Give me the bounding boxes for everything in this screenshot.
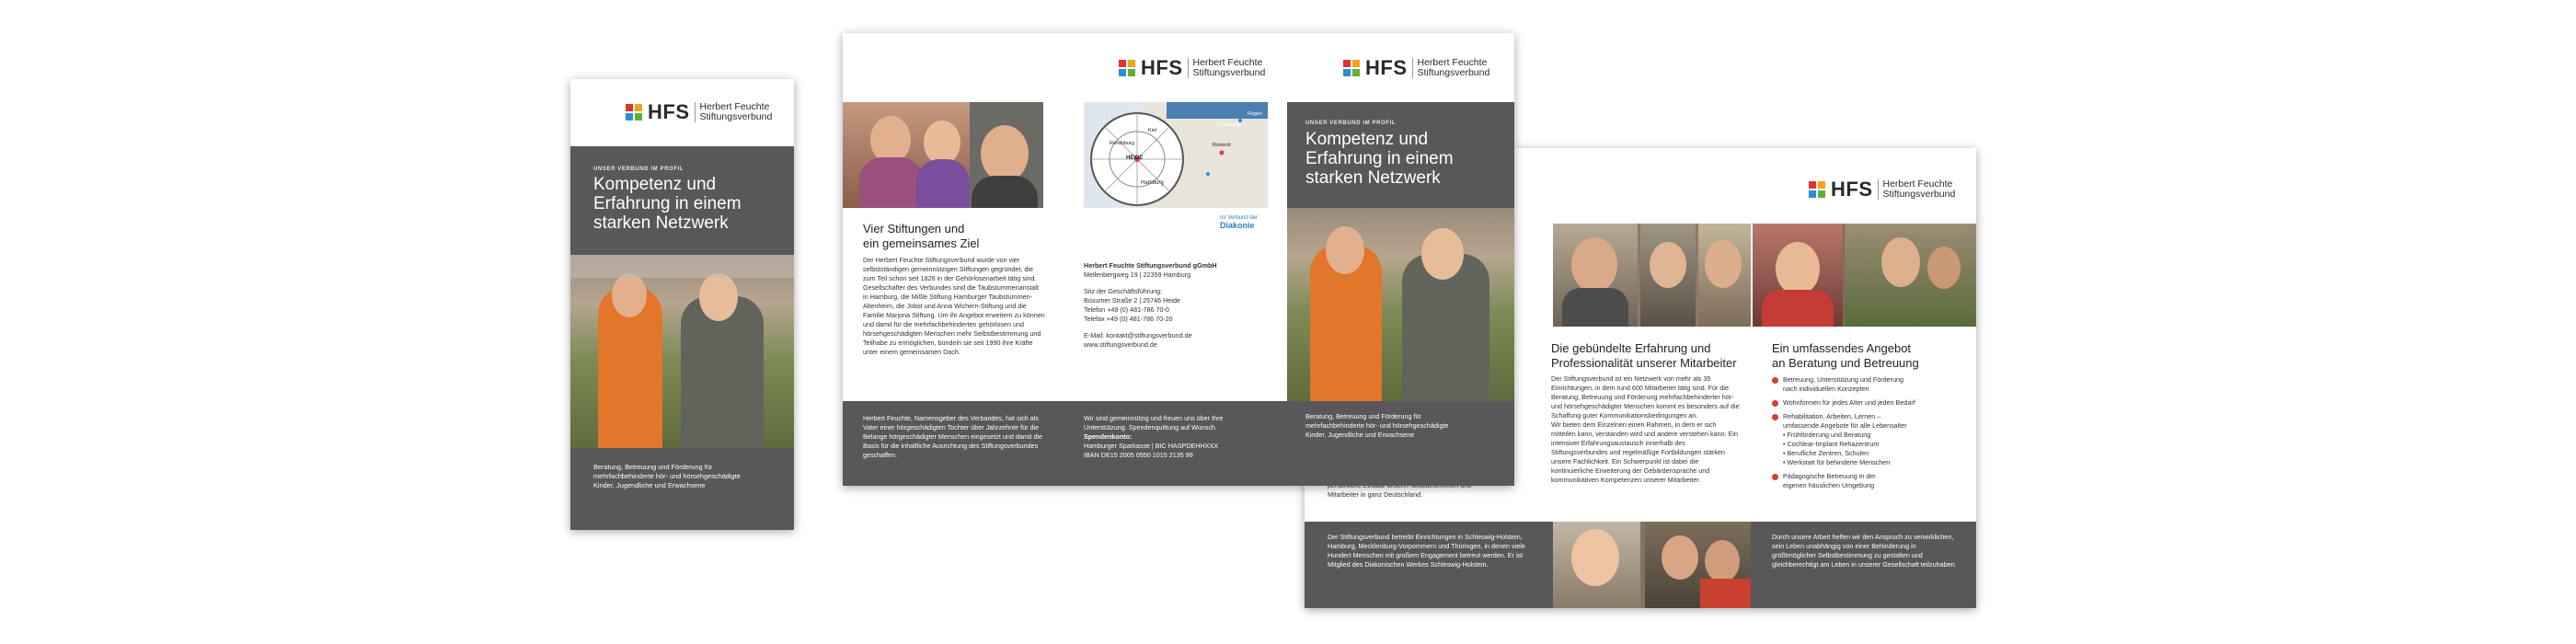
col1-footer-text: Der Stiftungsverbund betreibt Einrichtungen in Schleswig-Holstein, Hamburg, Mecklenburg-Vorpommern und Thüringen, in denen viele Hundert Menschen mit großem Engagement betreut werden. Er ist Mitglied des Diakonischen Werkes Schleswig-Holstein. — [1328, 533, 1525, 569]
photo-strip-col2 — [1553, 224, 1751, 327]
front-kicker: UNSER VERBUND IM PROFIL — [1305, 121, 1397, 126]
footer-mid-text — [1084, 414, 1268, 460]
hfs-logo-mark-icon — [1809, 181, 1826, 199]
logo-subtitle: Herbert Feuchte Stiftungsverbund — [1188, 58, 1266, 78]
logo-subtitle: Herbert Feuchte Stiftungsverbund — [695, 102, 773, 122]
cover-caption: Beratung, Betreuung und Förderung für mehrfachbehinderte hör- und hörsehgeschädigte Kinder, Jugendliche und Erwachsene — [593, 463, 741, 490]
donation-title: Spendenkonto: — [1084, 432, 1133, 441]
web-link[interactable]: www.stiftungsverbund.de — [1084, 340, 1157, 349]
donation-note: Wir sind gemeinnützig und freuen uns über Ihre Unterstützung. Spendenquittung auf Wunsch. — [1084, 414, 1224, 431]
front-cover-photo — [1287, 208, 1514, 401]
map-label: Hamburg — [1141, 180, 1164, 186]
outside-section-title: Vier Stiftungen und ein gemeinsames Ziel — [863, 222, 980, 250]
cover-photo-children — [570, 255, 794, 448]
logo-text: HFS — [648, 100, 690, 123]
diakonie-badge — [1220, 215, 1258, 230]
footer-left-text: Herbert Feuchte, Namensgeber des Verbandes, hat sich als Vater einer hörgeschädigten Tochter über Jahrzehnte für die Belange hörgeschädigter Menschen eingesetzt und damit die Basis für die inhaltliche Ausrichtung des Stiftungsverbundes geschaffen. — [863, 414, 1042, 459]
fax: Telefax +49 (0) 481-786 70-20 — [1084, 315, 1173, 323]
map-label: HEIDE — [1126, 155, 1144, 161]
map-label: Kiel — [1148, 128, 1157, 133]
logo-text: HFS — [1141, 56, 1183, 79]
hfs-logo-mark-icon — [1343, 60, 1361, 77]
col1-text-fragment: Mitarbeiter in ganz Deutschland. — [1328, 490, 1423, 499]
col3-footer-text: Durch unsere Arbeit helfen wir den Anspruch zu verwirklichen, sein Leben unabhängig von einer Behinderung in größtmöglicher Selbstbestimmung zu gestalten und gleichberechtigt am Leben in unserer Gesellschaft teilzuhaben. — [1772, 533, 1957, 569]
map-label: Schleswig — [1217, 122, 1240, 128]
hfs-logo-inside — [1809, 178, 1955, 201]
bank-iban: IBAN DE15 2005 0550 1015 2135 99 — [1084, 451, 1193, 459]
diakonie-line1: Im Verbund der — [1220, 215, 1259, 221]
email-link[interactable]: E-Mail: kontakt@stiftungsverbund.de — [1084, 331, 1192, 339]
list-item: Betreuung, Unterstützung und Förderung nach individuellen Konzepten — [1772, 375, 1961, 394]
front-headline: Kompetenz und Erfahrung in einem starken Netzwerk — [1305, 130, 1454, 188]
cover-title-block — [570, 146, 794, 255]
logo-text: HFS — [1831, 178, 1873, 201]
logo-subtitle: Herbert Feuchte Stiftungsverbund — [1878, 179, 1956, 200]
hfs-logo-back — [1119, 56, 1265, 80]
seat-address: Büsumer Straße 2 | 25746 Heide — [1084, 296, 1180, 305]
front-title-block — [1287, 102, 1514, 208]
contact-address: Mellenbergweg 19 | 22359 Hamburg — [1084, 270, 1191, 279]
contact-org: Herbert Feuchte Stiftungsverbund gGmbH — [1084, 261, 1217, 270]
diakonie-line2: Diakonie — [1220, 221, 1255, 230]
map-label: Rendsburg — [1110, 141, 1134, 146]
hfs-logo — [626, 100, 772, 124]
list-item: Wohnformen für jedes Alter und jeden Bedarf — [1772, 398, 1961, 408]
children-photo — [843, 102, 1043, 208]
phone: Telefon +49 (0) 481-786 70-0 — [1084, 305, 1169, 314]
map-label: Rügen — [1248, 111, 1263, 117]
outside-body-text: Der Herbert Feuchte Stiftungsverbund wurde von vier selbstständigen gemeinnützigen Stiftungen gegründet, die zum Teil schon seit 1826 in der Gehörlosenarbeit tätig sind. Gesellschafter des Verbundes sind die Taubstummenanstalt in Hamburg, die Mißle Stiftung Hamburger Taubstummen-Altenheim, die Jobst und Anna Wichern-Stiftung und die Familie Marjona Stiftung. Um ihr Angebot erweitern zu können und damit für die mehrfachbehinderten gehörlosen und hörsehgeschädigten Menschen mehr Selbstbestimmung und Teilhabe zu ermöglichen, bündeln sie seit 1990 ihre Kräfte unter einem gemeinsamen Dach. — [863, 256, 1045, 356]
front-caption: Beratung, Betreuung und Förderung für mehrfachbehinderte hör- und hörsehgeschädigte Kinder, Jugendliche und Erwachsene — [1305, 412, 1449, 439]
brochure-outside-spread — [843, 33, 1514, 486]
map-route-lines — [1084, 102, 1268, 208]
seat-title: Sitz der Geschäftsführung: — [1084, 287, 1163, 295]
logo-text: HFS — [1365, 56, 1408, 79]
map-label: Rostock — [1213, 143, 1231, 148]
col3-list — [1772, 375, 1961, 495]
cover-caption-block — [570, 448, 794, 530]
hfs-logo-mark-icon — [626, 104, 643, 121]
list-item: Pädagogische Betreuung in der eigenen häuslichen Umgebung — [1772, 472, 1961, 490]
outside-footer-band — [843, 401, 1514, 486]
cover-kicker: UNSER VERBUND IM PROFIL — [593, 167, 684, 172]
col2-title: Die gebündelte Erfahrung und Professionalität unserer Mitarbeiter — [1551, 341, 1737, 370]
col3-title: Ein umfassendes Angebot an Beratung und Betreuung — [1772, 341, 1919, 370]
inside-footer-band — [1305, 522, 1976, 608]
list-item: Rehabilitation, Arbeiten, Lernen – umfassende Angebote für alle Lebensalter • Frühförderung und Beratung • Cochlear-Implant Rehazentrum • Berufliche Zentren, Schulen • Werkstatt für behinderte Menschen — [1772, 412, 1961, 467]
footer-photo — [1553, 522, 1751, 608]
region-map — [1084, 102, 1268, 208]
cover-headline: Kompetenz und Erfahrung in einem starken Netzwerk — [593, 175, 742, 233]
col2-body: Der Stiftungsverbund ist ein Netzwerk von mehr als 35 Einrichtungen, in dem rund 600 Mitarbeiter tätig sind. Für die Beratung, Betreuung und Förderung mehrfachbehinderter hör- und hörsehgeschädigter Menschen kommt es besonders auf die Schaffung guter Kommunikationsbedingungen an. Wir bieten dem Einzelnen einen Rahmen, in dem er sich mitteilen kann, verstanden wird und andere verstehen kann. Ein intensiver Erfahrungsaustausch innerhalb des Stiftungsverbundes und regelmäßige Fortbildungen stärken unsere Fachlichkeit. Ein Schwerpunkt ist dabei die kontinuierliche Erweiterung der Gebärdensprache und kommunikativen Kompetenzen unserer Mitarbeiter. — [1551, 374, 1740, 484]
brochure-cover-small — [570, 79, 794, 530]
hfs-logo-mark-icon — [1119, 60, 1136, 77]
hfs-logo-front — [1343, 56, 1489, 80]
contact-block — [1084, 261, 1268, 350]
bank-bic: Hamburger Sparkasse | BIC HASPDEHHXXX — [1084, 442, 1219, 450]
logo-subtitle: Herbert Feuchte Stiftungsverbund — [1412, 58, 1490, 78]
photo-strip-col3 — [1753, 224, 1976, 327]
